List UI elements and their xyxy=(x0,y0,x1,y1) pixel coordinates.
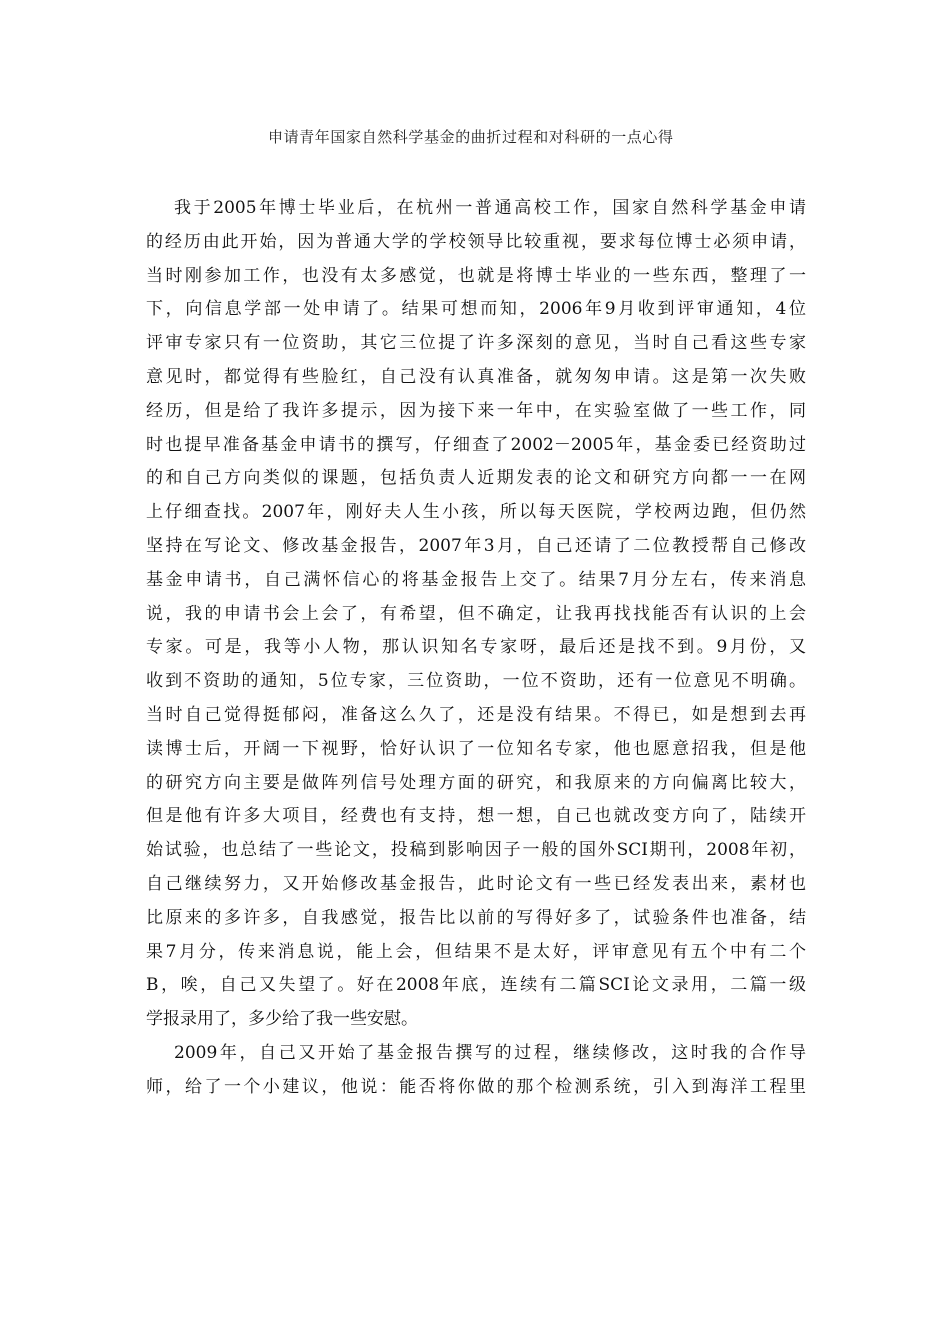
text-line: 2009年，自己又开始了基金报告撰写的过程，继续修改，这时我的合作导 xyxy=(174,1042,806,1063)
text-line: 的经历由此开始，因为普通大学的学校领导比较重视，要求每位博士必须申请， xyxy=(146,231,806,252)
text-line: 坚持在写论文、修改基金报告，2007年3月，自己还请了二位教授帮自己修改 xyxy=(146,535,806,556)
text-line: 比原来的多许多，自我感觉，报告比以前的写得好多了，试验条件也准备，结 xyxy=(146,907,806,928)
text-line: 学报录用了，多少给了我一些安慰。 xyxy=(146,1009,418,1030)
text-line: 的和自己方向类似的课题，包括负责人近期发表的论文和研究方向都一一在网 xyxy=(146,468,806,489)
text-line: 我于2005年博士毕业后，在杭州一普通高校工作，国家自然科学基金申请 xyxy=(174,198,806,218)
text-line: 师，给了一个小建议，他说：能否将你做的那个检测系统，引入到海洋工程里 xyxy=(146,1076,806,1097)
paragraph-2 xyxy=(146,1037,806,1105)
text-line: 读博士后，开阔一下视野，恰好认识了一位知名专家，他也愿意招我，但是他 xyxy=(146,738,806,759)
text-line: 经历，但是给了我许多提示，因为接下来一年中，在实验室做了一些工作，同 xyxy=(146,400,806,421)
text-line: 意见时，都觉得有些脸红，自己没有认真准备，就匆匆申请。这是第一次失败 xyxy=(146,366,806,387)
text-line: B，唉，自己又失望了。好在2008年底，连续有二篇SCI论文录用，二篇一级 xyxy=(146,975,806,996)
text-line: 评审专家只有一位资助，其它三位提了许多深刻的意见，当时自己看这些专家 xyxy=(146,333,806,354)
text-line: 但是他有许多大项目，经费也有支持，想一想，自己也就改变方向了，陆续开 xyxy=(146,806,806,827)
text-line: 始试验，也总结了一些论文，投稿到影响因子一般的国外SCI期刊，2008年初， xyxy=(146,840,806,861)
text-line: 果7月分，传来消息说，能上会，但结果不是太好，评审意见有五个中有二个 xyxy=(146,941,806,962)
text-line: 下，向信息学部一处申请了。结果可想而知，2006年9月收到评审通知，4位 xyxy=(146,299,806,320)
text-line: 当时刚参加工作，也没有太多感觉，也就是将博士毕业的一些东西，整理了一 xyxy=(146,265,806,286)
text-line: 收到不资助的通知，5位专家，三位资助，一位不资助，还有一位意见不明确。 xyxy=(146,671,806,692)
text-line: 专家。可是，我等小人物，那认识知名专家呀，最后还是找不到。9月份，又 xyxy=(146,637,806,658)
text-line: 自己继续努力，又开始修改基金报告，此时论文有一些已经发表出来，素材也 xyxy=(146,873,806,894)
text-line: 当时自己觉得挺郁闷，准备这么久了，还是没有结果。不得已，如是想到去再 xyxy=(146,704,806,725)
text-line: 的研究方向主要是做阵列信号处理方面的研究，和我原来的方向偏离比较大， xyxy=(146,772,806,793)
document-title: 申请青年国家自然科学基金的曲折过程和对科研的一点心得 xyxy=(268,128,674,146)
text-line: 时也提早准备基金申请书的撰写，仔细查了2002－2005年，基金委已经资助过 xyxy=(146,434,806,455)
text-line: 说，我的申请书会上会了，有希望，但不确定，让我再找找能否有认识的上会 xyxy=(146,603,806,624)
paragraph-1 xyxy=(146,192,806,1037)
text-line: 基金申请书，自己满怀信心的将基金报告上交了。结果7月分左右，传来消息 xyxy=(146,569,806,590)
document-body xyxy=(146,192,806,1105)
text-line: 上仔细查找。2007年，刚好夫人生小孩，所以每天医院，学校两边跑，但仍然 xyxy=(146,502,806,523)
